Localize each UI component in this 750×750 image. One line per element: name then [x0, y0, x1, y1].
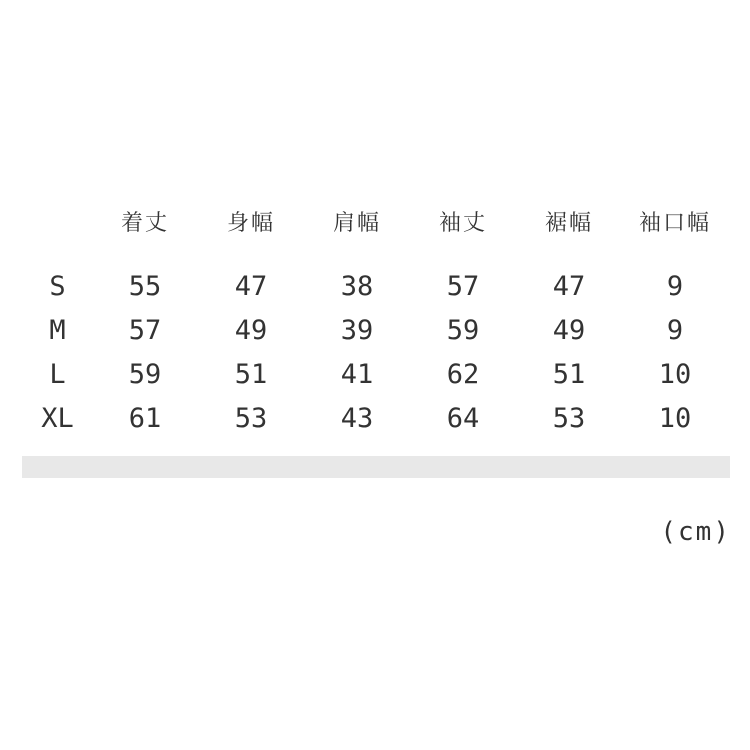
cell-value: 47	[552, 270, 586, 302]
cell-value: 47	[234, 270, 268, 302]
column-header-shoulder-width: 肩幅	[332, 210, 381, 236]
column-header-body-width: 身幅	[226, 210, 275, 236]
table-row-m	[10, 308, 728, 352]
cell-value: 9	[666, 314, 684, 346]
size-label: M	[49, 314, 66, 346]
table-row-s	[10, 264, 728, 308]
cell-value: 64	[446, 402, 480, 434]
cell-value: 9	[666, 270, 684, 302]
column-header-sleeve-length: 袖丈	[438, 210, 487, 236]
table-header-row	[10, 199, 728, 243]
size-label: XL	[41, 402, 74, 434]
cell-value: 53	[552, 402, 586, 434]
header-body-gap	[10, 243, 728, 264]
cell-value: 51	[234, 358, 268, 390]
cell-value: 61	[128, 402, 162, 434]
size-table	[10, 199, 728, 440]
cell-value: 49	[552, 314, 586, 346]
cell-value: 10	[658, 358, 692, 390]
table-row-xl	[10, 396, 728, 440]
cell-value: 55	[128, 270, 162, 302]
cell-value: 10	[658, 402, 692, 434]
cell-value: 57	[128, 314, 162, 346]
cell-value: 41	[340, 358, 374, 390]
column-header-body-length: 着丈	[120, 210, 169, 236]
cell-value: 43	[340, 402, 374, 434]
cell-value: 39	[340, 314, 374, 346]
cell-value: 53	[234, 402, 268, 434]
cell-value: 49	[234, 314, 268, 346]
column-header-hem-width: 裾幅	[544, 210, 593, 236]
divider-bar	[22, 456, 730, 478]
column-header-cuff-width: 袖口幅	[638, 210, 711, 236]
cell-value: 59	[128, 358, 162, 390]
cell-value: 59	[446, 314, 480, 346]
size-column-header-empty	[10, 199, 92, 243]
cell-value: 57	[446, 270, 480, 302]
size-label: L	[49, 358, 66, 390]
cell-value: 38	[340, 270, 374, 302]
cell-value: 51	[552, 358, 586, 390]
unit-label: (cm)	[660, 517, 731, 547]
table-row-l	[10, 352, 728, 396]
size-label: S	[49, 270, 66, 302]
cell-value: 62	[446, 358, 480, 390]
